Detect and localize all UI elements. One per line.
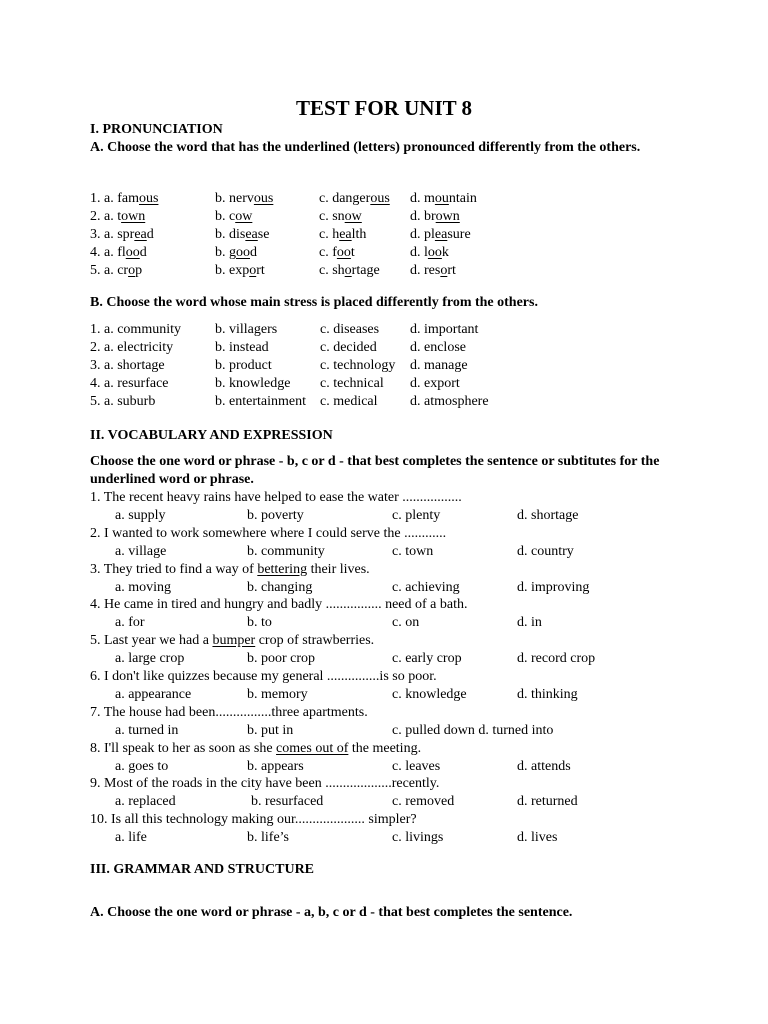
answer-option: d. resort	[410, 263, 456, 278]
question-stem: 10. Is all this technology making our.................... simpler?	[90, 812, 417, 828]
answer-option: d. shortage	[517, 508, 579, 523]
answer-option: b. cow	[215, 209, 253, 224]
question-stem: 7. The house had been................three apartments.	[90, 704, 368, 720]
question-stem: 9. Most of the roads in the city have been ...................recently.	[90, 776, 440, 792]
answer-option: c. pulled down d. turned into	[392, 722, 554, 738]
answer-option: 1. a. community	[90, 322, 181, 337]
answer-option: d. enclose	[410, 340, 466, 355]
answer-option: 1. a. famous	[90, 191, 159, 206]
answer-option: b. resurfaced	[251, 794, 324, 810]
answer-option: c. early crop	[392, 651, 462, 667]
answer-option: 4. a. resurface	[90, 376, 169, 391]
answer-option: b. poor crop	[247, 651, 316, 667]
answer-option: a. for	[115, 615, 145, 631]
answer-option: d. lives	[517, 830, 558, 846]
answer-option: c. livings	[392, 830, 444, 846]
answer-option: a. replaced	[115, 794, 176, 810]
answer-option: b. instead	[215, 340, 269, 355]
answer-option: d. returned	[517, 794, 578, 810]
answer-option: c. technical	[320, 376, 384, 391]
answer-option: 3. a. shortage	[90, 358, 165, 373]
part-a-instruction: A. Choose the word that has the underlined (letters) pronounced differently from the others.	[90, 140, 641, 155]
answer-option: c. leaves	[392, 758, 441, 774]
answer-option: c. town	[392, 543, 434, 559]
answer-option: b. put in	[247, 722, 294, 738]
answer-option: d. brown	[410, 209, 460, 224]
answer-option: c. foot	[319, 245, 355, 260]
answer-option: 2. a. electricity	[90, 340, 174, 355]
question-stem: 4. He came in tired and hungry and badly ................ need of a bath.	[90, 597, 468, 613]
part-b-instruction: B. Choose the word whose main stress is placed differently from the others.	[90, 295, 538, 310]
answer-option: b. export	[215, 263, 265, 278]
grammar-instruction: A. Choose the one word or phrase - a, b, c or d - that best completes the sentence.	[90, 905, 573, 920]
question-stem: 8. I'll speak to her as soon as she comes out of the meeting.	[90, 740, 422, 756]
answer-option: a. goes to	[115, 758, 169, 774]
answer-option: a. life	[115, 830, 147, 846]
answer-option: d. important	[410, 322, 479, 337]
answer-option: a. supply	[115, 508, 166, 523]
answer-option: c. dangerous	[319, 191, 390, 206]
answer-option: b. community	[247, 543, 325, 559]
answer-option: d. record crop	[517, 651, 596, 667]
answer-option: b. disease	[215, 227, 270, 242]
answer-option: d. look	[410, 245, 449, 260]
answer-option: b. memory	[247, 687, 308, 702]
answer-option: b. nervous	[215, 191, 274, 206]
answer-option: d. attends	[517, 758, 571, 774]
answer-option: d. improving	[517, 579, 590, 595]
answer-option: b. changing	[247, 579, 313, 595]
answer-option: 5. a. suburb	[90, 394, 156, 409]
answer-option: c. achieving	[392, 579, 460, 595]
answer-option: a. village	[115, 543, 167, 559]
vocabulary-instruction: Choose the one word or phrase - b, c or d - that best completes the sentence or subtitutes for the underlined word or phrase.	[90, 454, 660, 487]
answer-option: c. knowledge	[392, 687, 467, 702]
answer-option: a. appearance	[115, 687, 192, 702]
answer-option: b. villagers	[215, 322, 278, 337]
answer-option: c. diseases	[320, 322, 380, 337]
answer-option: c. decided	[320, 340, 377, 355]
answer-option: b. life’s	[247, 830, 289, 846]
question-stem: 2. I wanted to work somewhere where I could serve the ............	[90, 525, 447, 541]
answer-option: b. good	[215, 245, 257, 260]
section-heading-pronunciation: I. PRONUNCIATION	[90, 122, 223, 137]
question-stem: 6. I don't like quizzes because my general ...............is so poor.	[90, 669, 437, 684]
answer-option: d. mountain	[410, 191, 477, 206]
question-stem: 5. Last year we had a bumper crop of strawberries.	[90, 633, 375, 649]
answer-option: 4. a. flood	[90, 245, 147, 260]
answer-option: c. snow	[319, 209, 362, 224]
answer-option: c. plenty	[392, 508, 441, 523]
answer-option: c. health	[319, 227, 367, 242]
answer-option: a. moving	[115, 579, 171, 595]
answer-option: b. product	[215, 358, 272, 373]
page-title: TEST FOR UNIT 8	[295, 96, 473, 120]
answer-option: b. to	[247, 615, 272, 631]
answer-option: 5. a. crop	[90, 263, 143, 278]
section-heading-grammar: III. GRAMMAR AND STRUCTURE	[90, 862, 315, 877]
answer-option: b. appears	[247, 758, 304, 774]
question-stem: 3. They tried to find a way of bettering their lives.	[90, 561, 370, 577]
answer-option: c. on	[392, 615, 420, 631]
answer-option: b. knowledge	[215, 376, 291, 391]
answer-option: 3. a. spread	[90, 227, 154, 242]
answer-option: d. thinking	[517, 687, 578, 702]
answer-option: d. pleasure	[410, 227, 471, 242]
answer-option: a. turned in	[115, 722, 179, 738]
answer-option: a. large crop	[115, 651, 185, 667]
answer-option: c. shortage	[319, 263, 380, 278]
answer-option: c. medical	[320, 394, 378, 409]
answer-option: d. manage	[410, 358, 468, 373]
answer-option: c. technology	[320, 358, 396, 373]
answer-option: b. entertainment	[215, 394, 306, 409]
answer-option: b. poverty	[247, 508, 304, 523]
answer-option: d. export	[410, 376, 460, 391]
answer-option: 2. a. town	[90, 209, 146, 224]
answer-option: c. removed	[392, 794, 455, 810]
answer-option: d. atmosphere	[410, 394, 489, 409]
question-stem: 1. The recent heavy rains have helped to ease the water .................	[90, 490, 462, 505]
section-heading-vocabulary: II. VOCABULARY AND EXPRESSION	[90, 428, 333, 443]
answer-option: d. country	[517, 543, 574, 559]
answer-option: d. in	[517, 615, 542, 631]
